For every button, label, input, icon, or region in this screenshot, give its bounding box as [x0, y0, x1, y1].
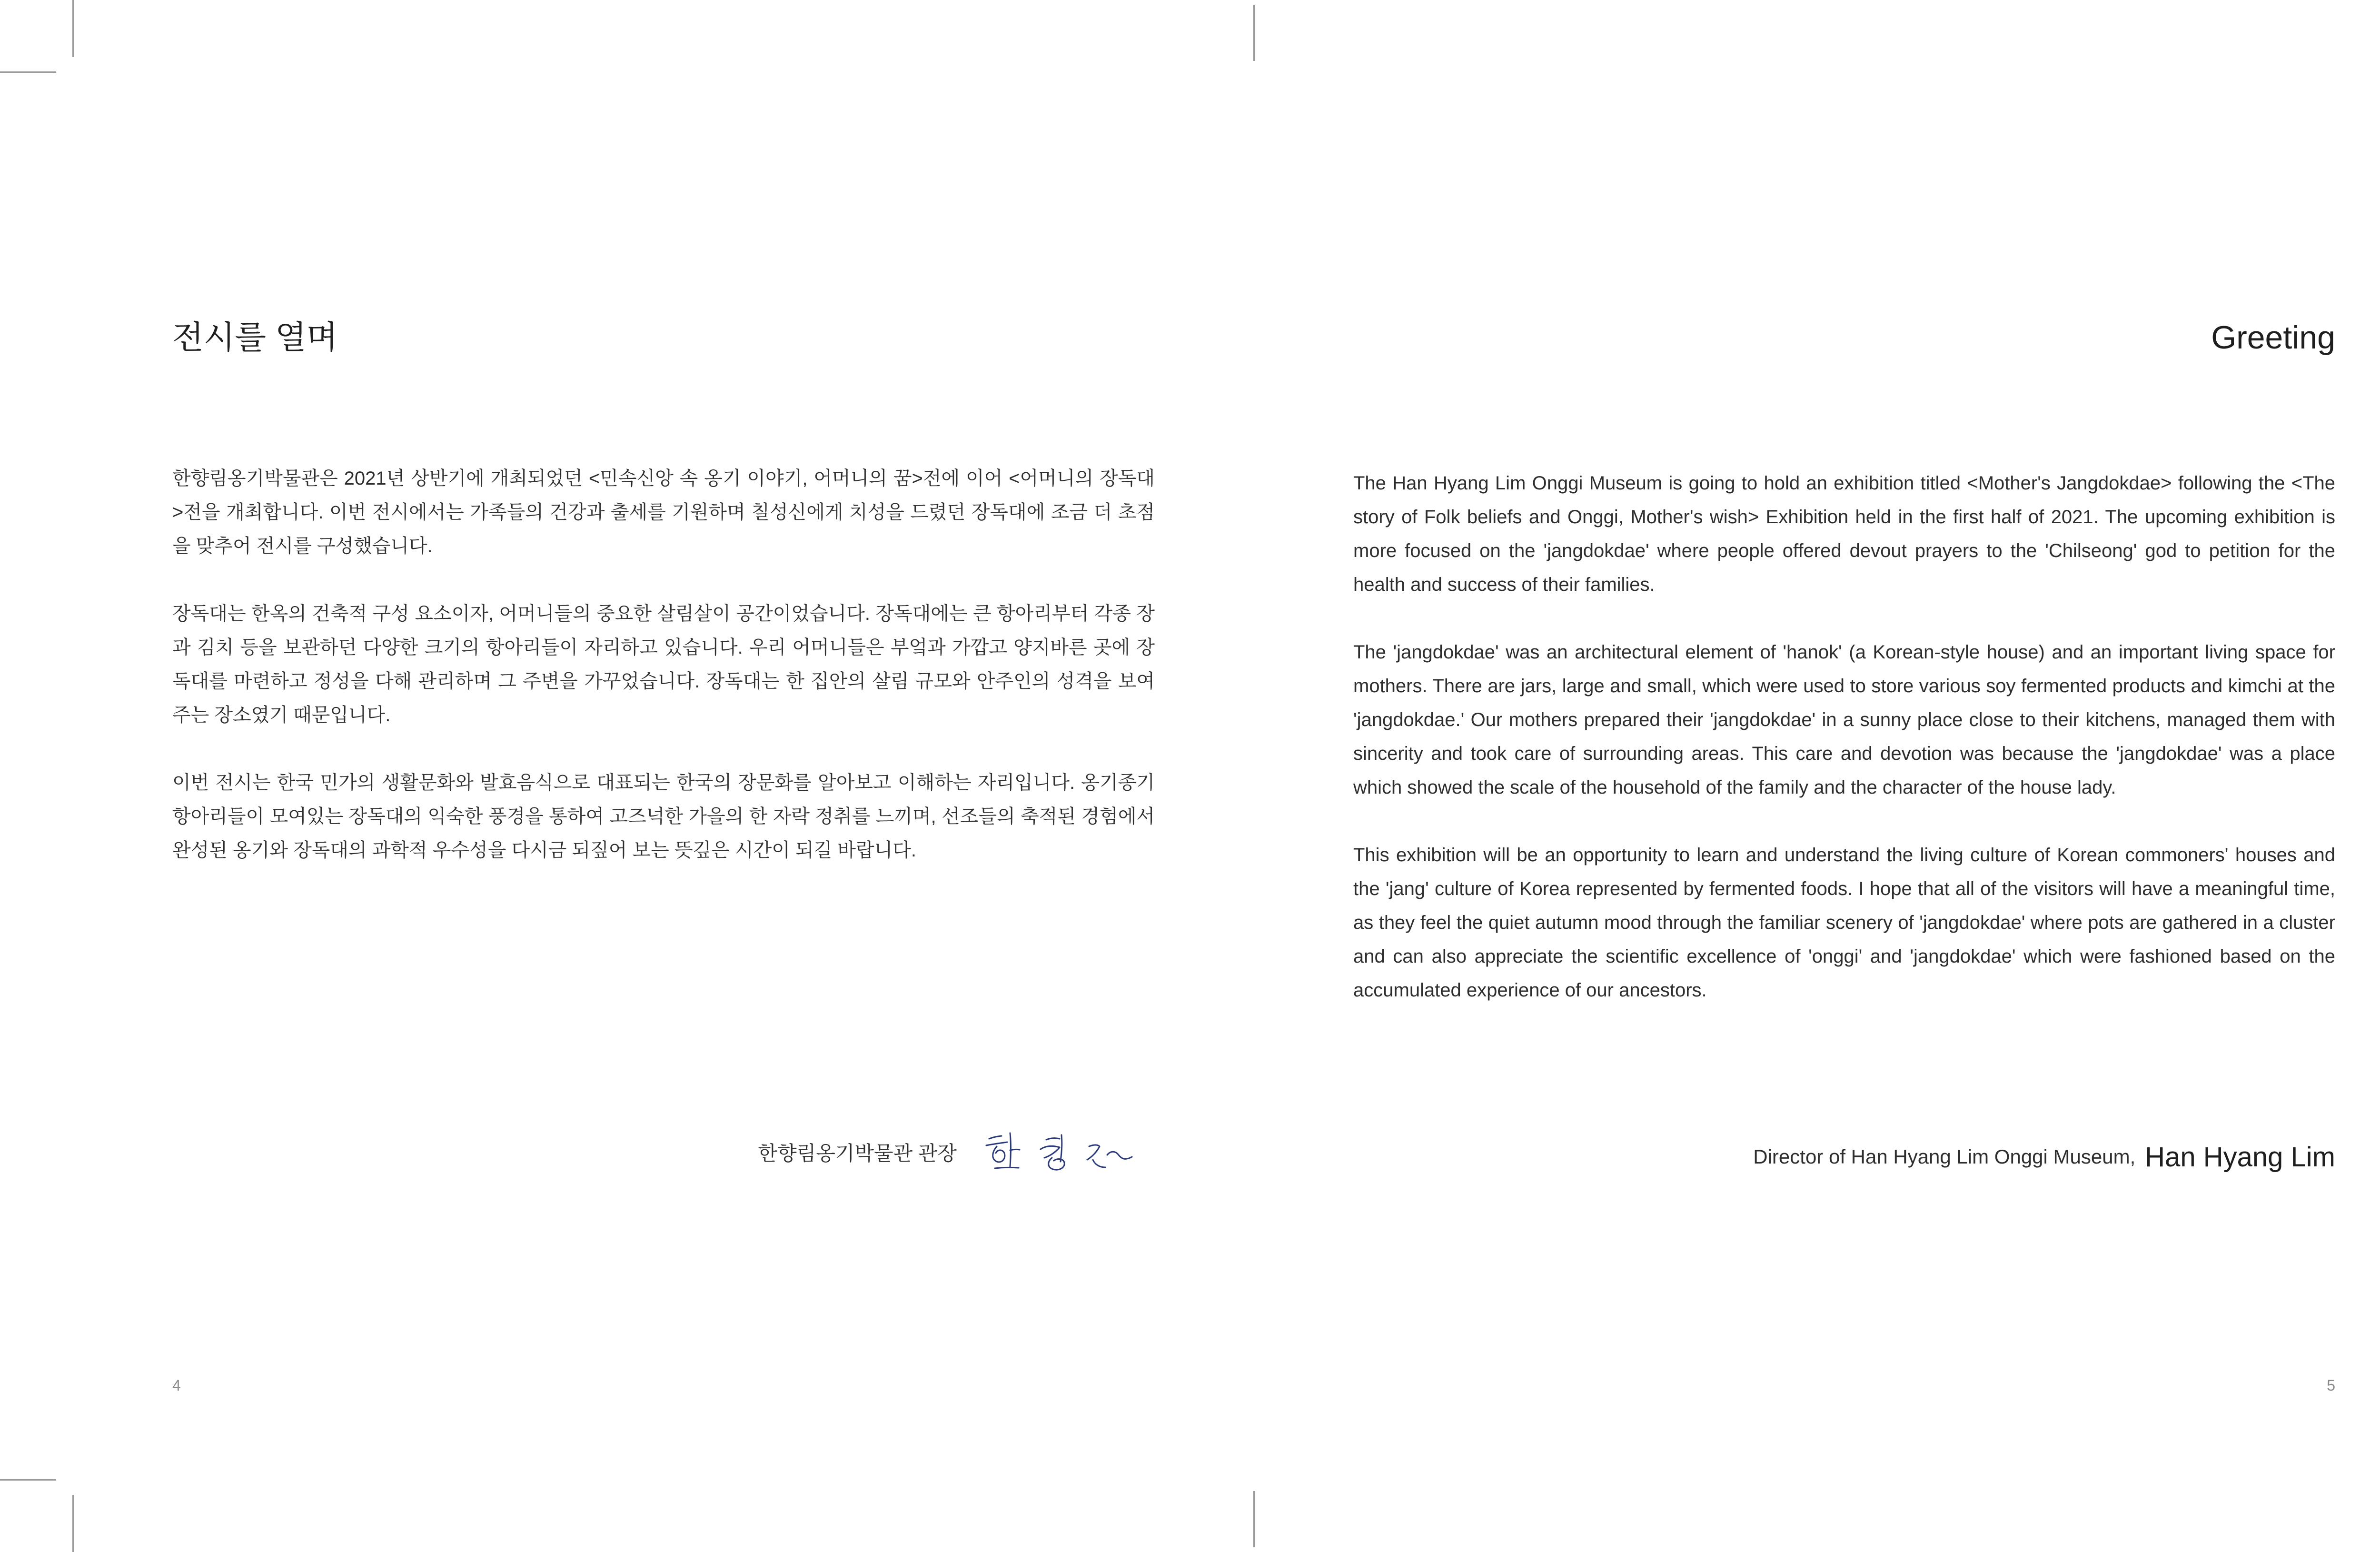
director-name: Han Hyang Lim: [2145, 1141, 2335, 1173]
english-body-text: [1353, 467, 2335, 1007]
director-title-english: Director of Han Hyang Lim Onggi Museum,: [1753, 1145, 2136, 1168]
paragraph: The 'jangdokdae' was an architectural element of 'hanok' (a Korean-style house) and an important living space for mothers. There are jars, large and small, which were used to store various soy fermented products and kimchi at the 'jangdokdae.' Our mothers prepared their 'jangdokdae' in a sunny place close to their kitchens, managed them with sincerity and took care of surrounding areas. This care and devotion was because the 'jangdokdae' was a place which showed the scale of the household of the family and the character of the house lady.: [1353, 642, 2335, 798]
page-title-korean: 전시를 열며: [172, 319, 338, 356]
fold-mark: [1253, 1491, 1255, 1547]
signoff-english: [1753, 1138, 2335, 1176]
paragraph: The Han Hyang Lim Onggi Museum is going to hold an exhibition titled <Mother's Jangdokdae> following the <The story of Folk beliefs and Onggi, Mother's wish> Exhibition held in the first half of 2021. The upcoming exhibition is more focused on the 'jangdokdae' where people offered devout prayers to the 'Chilseong' god to petition for the health and success of their families.: [1353, 473, 2335, 595]
fold-mark: [1253, 5, 1255, 61]
handwritten-signature: [981, 1128, 1138, 1176]
paragraph: 장독대는 한옥의 건축적 구성 요소이자, 어머니들의 중요한 살림살이 공간이었습니다. 장독대에는 큰 항아리부터 각종 장과 김치 등을 보관하던 다양한 크기의 항아리들이 자리하고 있습니다. 우리 어머니들은 부엌과 가깝고 양지바른 곳에 장독대를 마련하고 정성을 다해 관리하며 그 주변을 가꾸었습니다. 장독대는 한 집안의 살림 규모와 안주인의 성격을 보여주는 장소였기 때문입니다.: [172, 603, 1155, 726]
crop-mark: [0, 1479, 56, 1481]
page-number: 4: [172, 1377, 181, 1394]
crop-mark: [72, 1495, 74, 1552]
crop-mark: [0, 71, 56, 73]
signoff-korean: [758, 1128, 1138, 1176]
paragraph: This exhibition will be an opportunity to learn and understand the living culture of Korean commoners' houses and the 'jang' culture of Korea represented by fermented foods. I hope that all of the visitors will have a meaningful time, as they feel the quiet autumn mood through the familiar scenery of 'jangdokdae' where pots are gathered in a cluster and can also appreciate the scientific excellence of 'onggi' and 'jangdokdae' which were fashioned based on the accumulated experience of our ancestors.: [1353, 845, 2335, 1001]
paragraph: 이번 전시는 한국 민가의 생활문화와 발효음식으로 대표되는 한국의 장문화를 알아보고 이해하는 자리입니다. 옹기종기 항아리들이 모여있는 장독대의 익숙한 풍경을 통하여 고즈넉한 가을의 한 자락 정취를 느끼며, 선조들의 축적된 경험에서 완성된 옹기와 장독대의 과학적 우수성을 다시금 되짚어 보는 뜻깊은 시간이 되길 바랍니다.: [172, 772, 1155, 861]
page-number: 5: [2327, 1377, 2335, 1394]
paragraph: 한향림옹기박물관은 2021년 상반기에 개최되었던 <민속신앙 속 옹기 이야기, 어머니의 꿈>전에 이어 <어머니의 장독대>전을 개최합니다. 이번 전시에서는 가족들의 건강과 출세를 기원하며 칠성신에게 치성을 드렸던 장독대에 조금 더 초점을 맞추어 전시를 구성했습니다.: [172, 468, 1155, 557]
korean-body-text: [172, 462, 1155, 867]
crop-mark: [72, 0, 74, 57]
page-title-english: Greeting: [2211, 319, 2335, 356]
director-title-korean: 한향림옹기박물관 관장: [758, 1142, 957, 1164]
